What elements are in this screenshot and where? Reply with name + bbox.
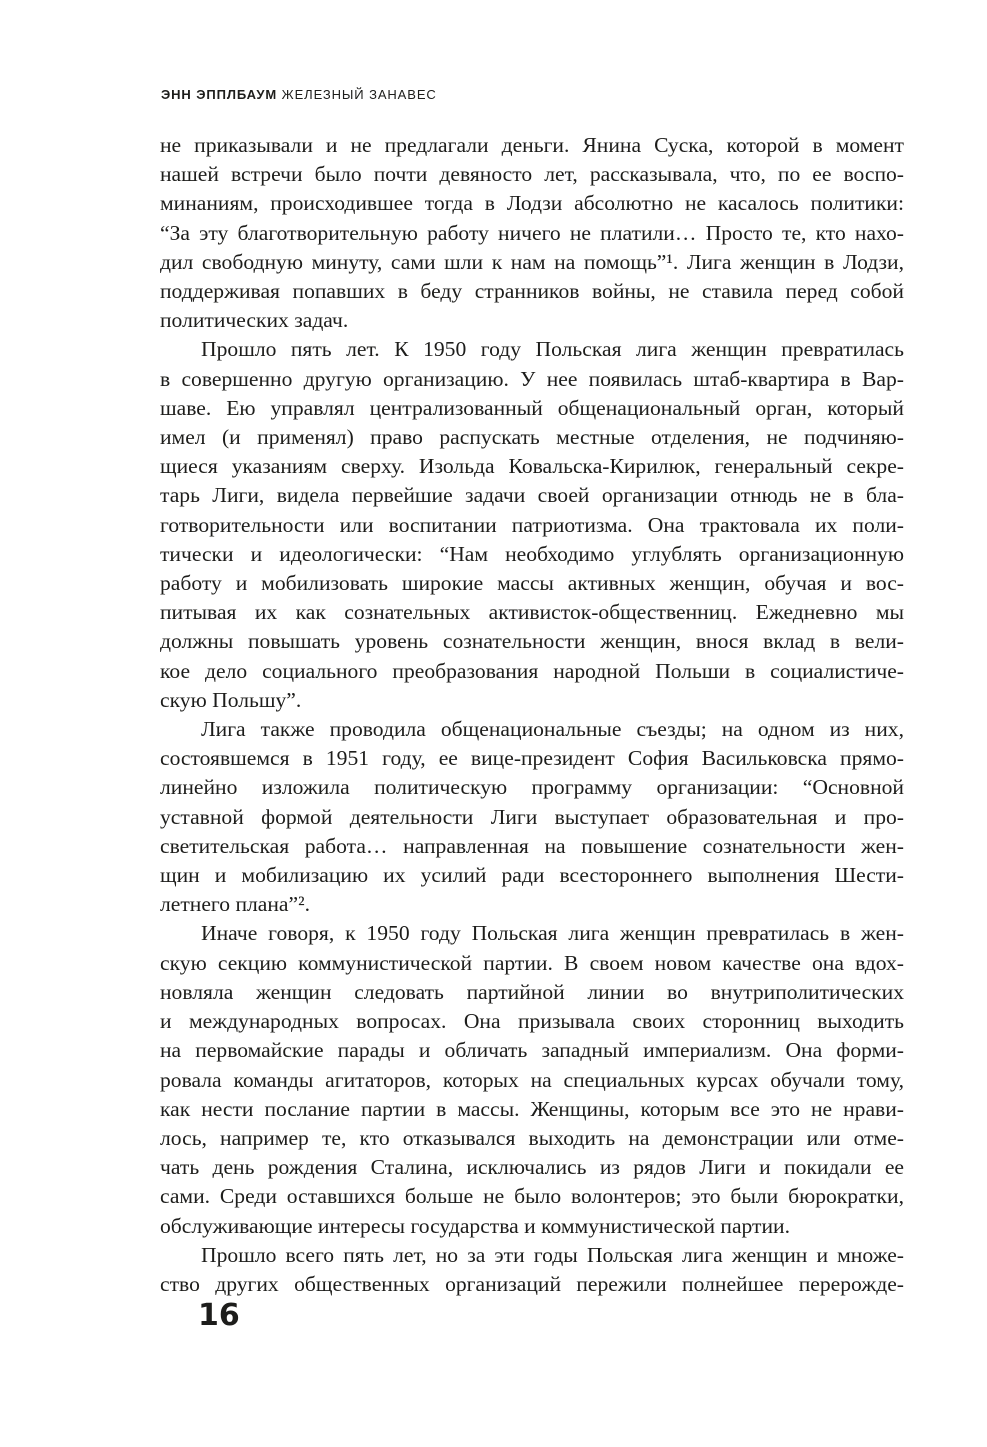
text-line: состоявшемся в 1951 году, ее вице-президент София Васильковска прямо- <box>160 746 904 771</box>
text-line: не приказывали и не предлагали деньги. Янина Суска, которой в момент <box>160 133 904 157</box>
running-head <box>161 87 437 102</box>
text-line: скую секцию коммунистической партии. В своем новом качестве она вдох- <box>160 950 904 975</box>
text-line: “За эту благотворительную работу ничего не платили… Просто те, кто нахо- <box>160 220 904 245</box>
text-line: Прошло пять лет. К 1950 году Польская лига женщин превратилась <box>201 337 904 362</box>
text-line: новляла женщин следовать партийной линии во внутриполитических <box>160 979 904 1004</box>
paragraph-4 <box>160 919 904 1240</box>
text-line: щиеся указаниям сверху. Изольда Ковальска-Кирилюк, генеральный секре- <box>160 454 904 479</box>
text-line: на первомайские парады и обличать западный империализм. Она форми- <box>160 1038 904 1063</box>
text-line: чать день рождения Сталина, исключались из рядов Лиги и покидали ее <box>160 1155 904 1180</box>
text-line: в совершенно другую организацию. У нее появилась штаб-квартира в Вар- <box>160 366 904 391</box>
text-line: питывая их как сознательных активисток-общественниц. Ежедневно мы <box>160 600 904 625</box>
body-text <box>160 131 904 1299</box>
running-head-title: ЖЕЛЕЗНЫЙ ЗАНАВЕС <box>281 87 437 102</box>
text-line: лось, например те, кто отказывался выходить на демонстрации или отме- <box>160 1125 904 1150</box>
text-line: уставной формой деятельности Лиги выступает образовательная и про- <box>160 804 904 829</box>
paragraph-1 <box>160 131 904 335</box>
text-line: имел (и применял) право распускать местные отделения, не подчиняю- <box>160 425 904 450</box>
text-line: обслуживающие интересы государства и коммунистической партии. <box>160 1213 791 1238</box>
text-line: тически и идеологически: “Нам необходимо углублять организационную <box>160 541 904 566</box>
text-line: готворительности или воспитании патриотизма. Она трактовала их поли- <box>160 512 904 537</box>
text-line: нашей встречи было почти девяносто лет, рассказывала, что, по ее воспо- <box>160 162 904 187</box>
text-line: ство других общественных организаций пережили полнейшее перерожде- <box>160 1271 904 1296</box>
text-line: поддерживая попавших в беду странников войны, не ставила перед собой <box>160 279 904 304</box>
text-line: Иначе говоря, к 1950 году Польская лига женщин превратилась в жен- <box>201 921 904 946</box>
text-line: должны повышать уровень сознательности женщин, внося вклад в вели- <box>160 629 904 654</box>
paragraph-3 <box>160 715 904 919</box>
text-line: политических задач. <box>160 308 349 333</box>
text-line: линейно изложила политическую программу организации: “Основной <box>160 775 904 800</box>
running-head-author: ЭНН ЭППЛБАУМ <box>161 87 278 102</box>
text-line: шаве. Ею управлял централизованный общенациональный орган, который <box>160 395 904 420</box>
text-line: Прошло всего пять лет, но за эти годы Польская лига женщин и множе- <box>201 1242 904 1267</box>
text-line: кое дело социального преобразования народной Польши в социалистиче- <box>160 658 904 683</box>
text-line: минаниям, происходившее тогда в Лодзи абсолютно не касалось политики: <box>160 191 904 216</box>
text-line: и международных вопросах. Она призывала своих сторонниц выходить <box>160 1009 904 1034</box>
text-line: дил свободную минуту, сами шли к нам на помощь”¹. Лига женщин в Лодзи, <box>160 249 904 274</box>
text-line: работу и мобилизовать широкие массы активных женщин, обучая и вос- <box>160 571 904 596</box>
text-line: сами. Среди оставшихся больше не было волонтеров; это были бюрократки, <box>160 1184 904 1209</box>
text-line: летнего плана”². <box>160 892 310 917</box>
text-line: ровала команды агитаторов, которых на специальных курсах обучали тому, <box>160 1067 904 1092</box>
page-number: 16 <box>198 1298 240 1333</box>
paragraph-5 <box>160 1241 904 1299</box>
text-line: как нести послание партии в массы. Женщины, которым все это не нрави- <box>160 1096 904 1121</box>
text-line: Лига также проводила общенациональные съезды; на одном из них, <box>201 717 904 742</box>
paragraph-2 <box>160 335 904 715</box>
text-line: тарь Лиги, видела первейшие задачи своей организации отнюдь не в бла- <box>160 483 904 508</box>
text-line: скую Польшу”. <box>160 687 302 712</box>
text-line: щин и мобилизацию их усилий ради всестороннего выполнения Шести- <box>160 863 904 888</box>
text-line: светительская работа… направленная на повышение сознательности жен- <box>160 833 904 858</box>
